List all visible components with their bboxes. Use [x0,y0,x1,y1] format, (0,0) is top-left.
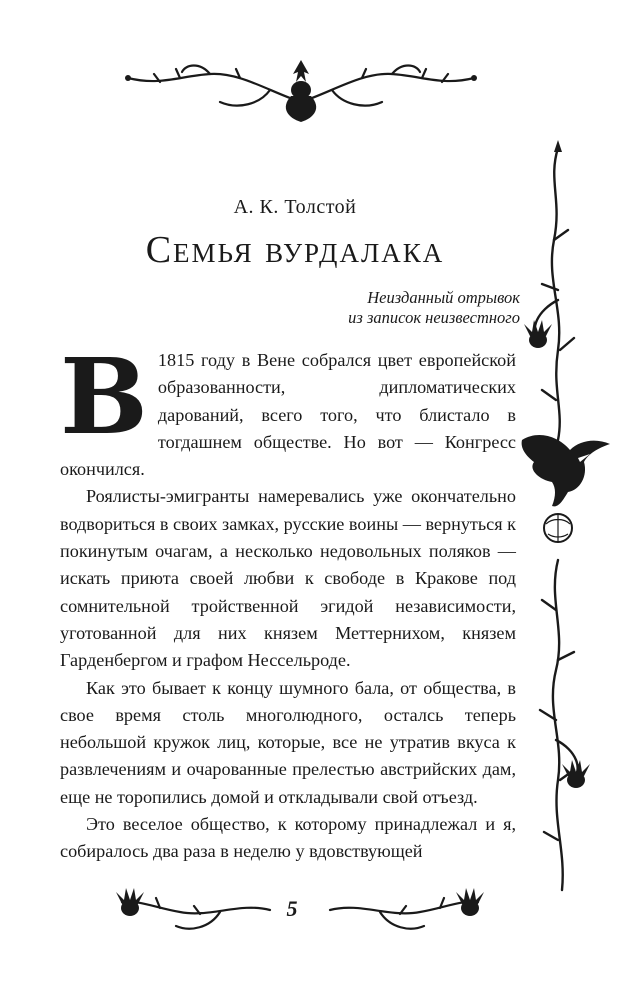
subtitle-line: из записок неизвестного [348,308,520,327]
page-number: 5 [286,896,298,921]
author-name: А. К. Толстой [233,196,357,218]
vine-raven-ornament [518,140,618,900]
main-text [60,335,516,866]
paragraph: Это веселое общество, к которому принадлежал и я, собиралось два раза в неделю у вдовствующей [60,814,516,862]
subtitle [280,288,520,328]
paragraph: Роялисты-эмигранты намеревались уже окончательно водвориться в своих замках, русские воины — вернуться к покинутым очагам, а несколько недовольных поляков — искать приюта своей любви к свободе в Кракове под сомнительной тройственной эгидой независимости, уготованной для них князем Меттернихом, князем Гарденбергом и графом Нессельроде. [60,486,516,671]
paragraph: Как это бывает к концу шумного бала, от общества, в свое время столь многолюдного, осталсь теперь небольшой кружок лиц, которые, все не утратив вкуса к развлечениям и очарованные прелестью австрийских дам, еще не торопились домой и откладывали свой отъезд. [60,677,516,807]
drop-cap: В [60,335,148,458]
paragraph-text: 1815 году в Вене собрался цвет европейской образованности, дипломатических дарований, всего того, что блистало в тогдашнем обществе. Но вот — Конгресс окончился. [60,350,516,480]
thistle-ornament-top [120,52,482,124]
page-title: Семья вурдалака [145,229,445,271]
subtitle-line: Неизданный отрывок [367,288,520,307]
paragraph [60,335,516,483]
